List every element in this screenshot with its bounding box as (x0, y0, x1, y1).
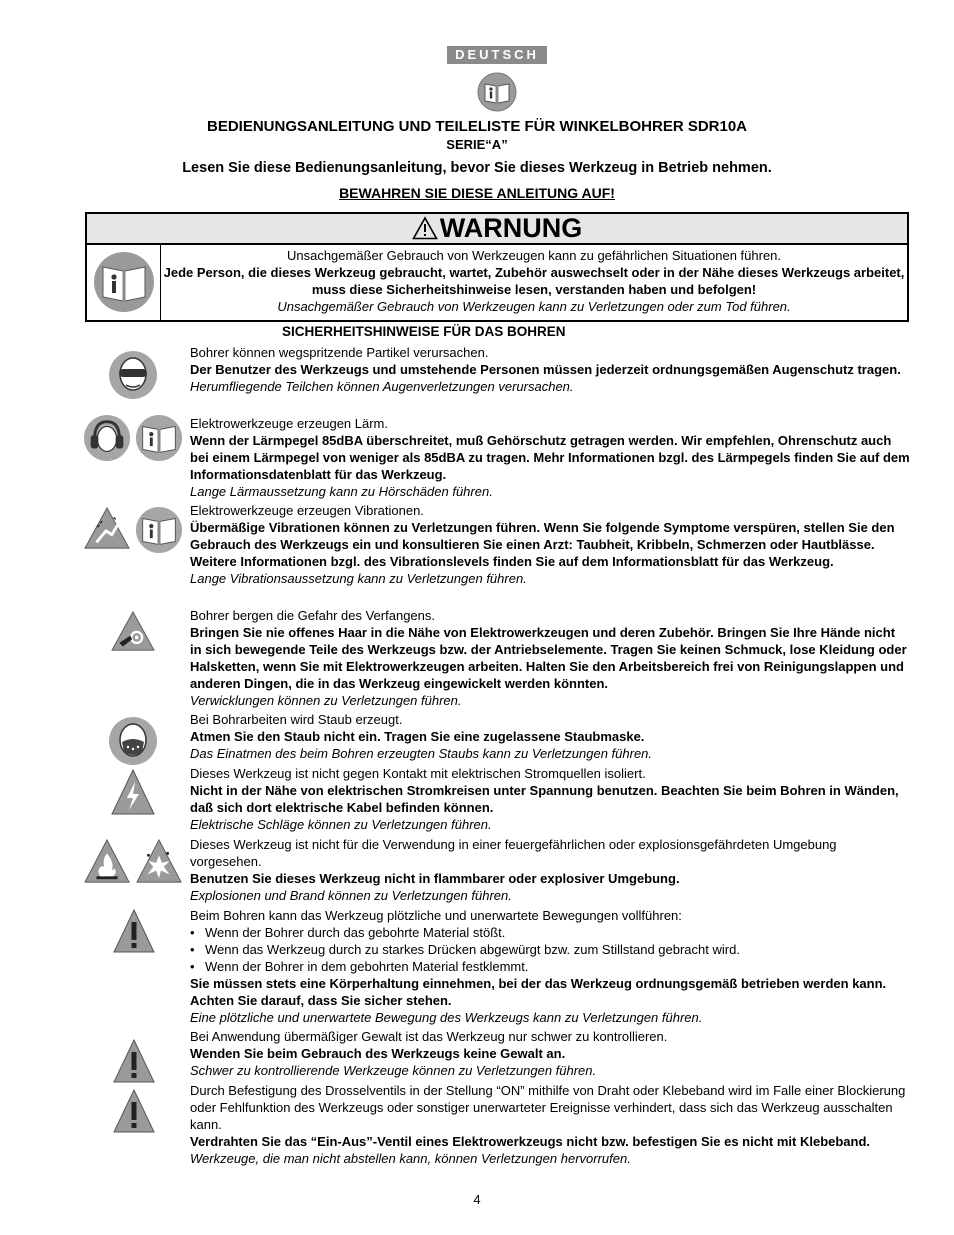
entry-instruction: Übermäßige Vibrationen können zu Verletzungen führen. Wenn Sie folgende Symptome verspüren, stellen Sie den Gebrauch des Werkzeugs ein und konsultieren Sie einen Arzt: Taubheit, Kribbeln, Schmerzen oder Hautblässe. Weitere Informationen bzgl. des Vibrationslevels finden Sie auf dem Informationsblatt für das Werkzeug. (190, 520, 895, 569)
warning-line-1: Unsachgemäßer Gebrauch von Werkzeugen kann zu gefährlichen Situationen führen. (286, 248, 782, 263)
language-label: DEUTSCH (447, 46, 547, 64)
entry-hazard: Dieses Werkzeug ist nicht für die Verwendung in einer feuergefährlichen oder explosionsgefährdeten Umgebung vorgesehen. (190, 837, 837, 869)
dust-mask-icon (108, 716, 158, 766)
safety-entry-throttle (190, 1082, 910, 1167)
entry-instruction: Wenn der Lärmpegel 85dBA überschreitet, muß Gehörschutz getragen werden. Wir empfehlen, Ohrenschutz auch bei einem Lärmpegel von weniger als 85dBA zu tragen. Mehr Informationen bzgl. des Lärmpegels finden Sie auf dem Informationsdatenblatt für das Werkzeug. (190, 433, 910, 482)
entry-consequence: Lange Vibrationsaussetzung kann zu Verletzungen führen. (190, 571, 527, 586)
entry-consequence: Das Einatmen des beim Bohren erzeugten Staubs kann zu Verletzungen führen. (190, 746, 653, 761)
entry-hazard: Bei Bohrarbeiten wird Staub erzeugt. (190, 712, 403, 727)
general-warning-icon (112, 1088, 156, 1134)
entry-hazard: Beim Bohren kann das Werkzeug plötzliche und unerwartete Bewegungen vollführen: (190, 908, 682, 923)
warning-line-2: Jede Person, die dieses Werkzeug gebraucht, wartet, Zubehör auswechselt oder in der Nähe dieses Werkzeugs arbeitet, muss diese Sicherheitshinweise lesen, verstanden haben und befolgen! (163, 265, 905, 297)
entry-bullet: • Wenn der Bohrer in dem gebohrten Material festklemmt. (190, 959, 529, 974)
entry-hazard: Durch Befestigung des Drosselventils in der Stellung “ON” mithilfe von Draht oder Klebeband wird im Falle einer Blockierung oder Fehlfunktion des Werkzeugs oder sonstiger unerwarteter Ereignisse verhindert, dass sich das Werkzeug ausschalten kann. (190, 1083, 906, 1132)
entry-instruction: Verdrahten Sie das “Ein-Aus”-Ventil eines Elektrowerkzeugs nicht bzw. befestigen Sie es nicht mit Klebeband. (190, 1134, 871, 1149)
general-warning-icon (112, 1038, 156, 1084)
entry-instruction: Atmen Sie den Staub nicht ein. Tragen Sie eine zugelassene Staubmaske. (190, 729, 645, 744)
manual-icon (135, 414, 183, 462)
entry-instruction: Nicht in der Nähe von elektrischen Stromkreisen unter Spannung benutzen. Beachten Sie beim Bohren in Wänden, daß sich dort elektrische Kabel befinden können. (190, 783, 899, 815)
eye-protection-icon (108, 350, 158, 400)
electric-shock-icon (110, 768, 156, 816)
entry-bullet: • Wenn das Werkzeug durch zu starkes Drücken abgewürgt bzw. zum Stillstand gebracht wird. (190, 942, 740, 957)
warning-text (161, 247, 907, 315)
safety-entry-sudden-movement (190, 907, 910, 1026)
vibration-hazard-icon (83, 506, 131, 550)
entry-consequence: Werkzeuge, die man nicht abstellen kann, können Verletzungen hervorrufen. (190, 1151, 631, 1166)
safety-entry-noise (190, 415, 910, 500)
explosion-hazard-icon (135, 838, 183, 884)
warning-icon-cell (87, 245, 161, 320)
entry-consequence: Explosionen und Brand können zu Verletzungen führen. (190, 888, 512, 903)
entry-consequence: Herumfliegende Teilchen können Augenverletzungen verursachen. (190, 379, 574, 394)
safety-entry-eye (190, 344, 910, 395)
entry-bullet: • Wenn der Bohrer durch das gebohrte Material stößt. (190, 925, 506, 940)
document-title: BEDIENUNGSANLEITUNG UND TEILELISTE FÜR WINKELBOHRER SDR10A (206, 118, 748, 135)
entanglement-hazard-icon (110, 610, 156, 652)
warning-header (87, 214, 907, 245)
safety-entry-explosive (190, 836, 910, 904)
safety-entry-dust (190, 711, 910, 762)
warning-line-3: Unsachgemäßer Gebrauch von Werkzeugen kann zu Verletzungen oder zum Tod führen. (277, 299, 791, 314)
entry-hazard: Bohrer bergen die Gefahr des Verfangens. (190, 608, 435, 623)
warning-heading: WARNUNG (439, 213, 583, 243)
section-title: SICHERHEITSHINWEISE FÜR DAS BOHREN (282, 324, 566, 339)
general-warning-icon (112, 908, 156, 954)
safety-entry-vibration (190, 502, 910, 587)
entry-hazard: Bei Anwendung übermäßiger Gewalt ist das Werkzeug nur schwer zu kontrollieren. (190, 1029, 668, 1044)
fire-hazard-icon (83, 838, 131, 884)
manual-icon (477, 72, 517, 117)
warning-triangle-icon (412, 216, 438, 240)
safety-entry-electric (190, 765, 910, 833)
entry-hazard: Elektrowerkzeuge erzeugen Vibrationen. (190, 503, 424, 518)
entry-consequence: Schwer zu kontrollierende Werkzeuge können zu Verletzungen führen. (190, 1063, 597, 1078)
safety-entry-force (190, 1028, 910, 1079)
read-instruction: Lesen Sie diese Bedienungsanleitung, bevor Sie dieses Werkzeug in Betrieb nehmen. (182, 160, 772, 176)
entry-instruction: Sie müssen stets eine Körperhaltung einnehmen, bei der das Werkzeug ordnungsgemäß betrieben werden kann. Achten Sie darauf, dass Sie sicher stehen. (190, 976, 887, 1008)
entry-instruction: Benutzen Sie dieses Werkzeug nicht in flammbarer oder explosiver Umgebung. (190, 871, 680, 886)
read-manual-icon (93, 249, 155, 315)
safety-entry-entanglement (190, 607, 910, 709)
ear-protection-icon (83, 414, 131, 462)
page-number: 4 (473, 1192, 481, 1207)
entry-consequence: Lange Lärmaussetzung kann zu Hörschäden führen. (190, 484, 493, 499)
warning-box (85, 212, 909, 322)
entry-instruction: Bringen Sie nie offenes Haar in die Nähe von Elektrowerkzeugen und deren Zubehör. Bringen Sie Ihre Hände nicht in sich bewegende Teile des Werkzeugs bzw. der Antriebselemente. Tragen Sie keinen Schmuck, lose Kleidung oder Halsketten, wenn Sie mit Elektrowerkzeugen arbeiten. Halten Sie den Arbeitsbereich frei von Reinigungslappen und anderen Dingen, die in das Werkzeug eingewickelt werden könnten. (190, 625, 907, 691)
entry-instruction: Der Benutzer des Werkzeugs und umstehende Personen müssen jederzeit ordnungsgemäßen Augenschutz tragen. (190, 362, 901, 377)
entry-consequence: Verwicklungen können zu Verletzungen führen. (190, 693, 462, 708)
series-label: SERIE“A” (446, 137, 508, 152)
entry-hazard: Dieses Werkzeug ist nicht gegen Kontakt mit elektrischen Stromquellen isoliert. (190, 766, 646, 781)
keep-instructions: BEWAHREN SIE DIESE ANLEITUNG AUF! (339, 185, 615, 201)
entry-instruction: Wenden Sie beim Gebrauch des Werkzeugs keine Gewalt an. (190, 1046, 566, 1061)
manual-icon (135, 506, 183, 554)
entry-consequence: Elektrische Schläge können zu Verletzungen führen. (190, 817, 492, 832)
entry-hazard: Bohrer können wegspritzende Partikel verursachen. (190, 345, 489, 360)
entry-hazard: Elektrowerkzeuge erzeugen Lärm. (190, 416, 388, 431)
entry-consequence: Eine plötzliche und unerwartete Bewegung des Werkzeugs kann zu Verletzungen führen. (190, 1010, 703, 1025)
